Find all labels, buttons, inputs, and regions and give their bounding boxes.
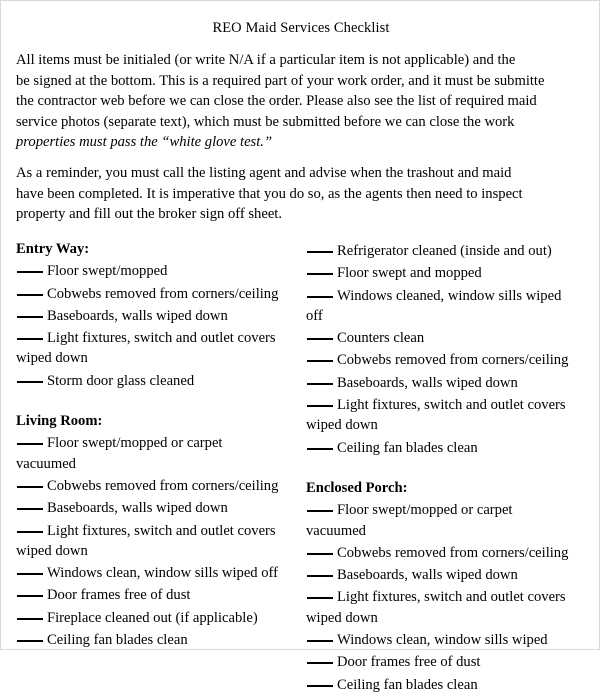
- initials-blank-line[interactable]: [307, 393, 333, 407]
- checklist-item[interactable]: [16, 561, 316, 583]
- initials-blank-line[interactable]: [307, 563, 333, 577]
- initials-blank-line[interactable]: [17, 326, 43, 340]
- initials-blank-line[interactable]: [17, 606, 43, 620]
- checklist-item-label: Floor swept and mopped: [337, 265, 482, 282]
- initials-blank-line[interactable]: [307, 239, 333, 253]
- intro-paragraph-1-line: be signed at the bottom. This is a required part of your work order, and it must be submitte: [16, 72, 545, 89]
- checklist-item-label: Baseboards, walls wiped down: [337, 374, 518, 391]
- checklist-item[interactable]: [16, 326, 316, 348]
- checklist-item-label: Door frames free of dust: [337, 654, 481, 671]
- checklist-item[interactable]: [16, 259, 316, 281]
- checklist-item[interactable]: [306, 239, 606, 261]
- checklist-item-label: Windows clean, window sills wiped: [337, 632, 548, 649]
- initials-blank-line[interactable]: [307, 650, 333, 664]
- checklist-item[interactable]: [16, 431, 316, 453]
- checklist-item[interactable]: [16, 304, 316, 326]
- initials-blank-line[interactable]: [17, 431, 43, 445]
- checklist-item[interactable]: [16, 583, 316, 605]
- checklist-item-label: Windows cleaned, window sills wiped: [337, 287, 562, 304]
- initials-blank-line[interactable]: [17, 583, 43, 597]
- checklist-item-label: Refrigerator cleaned (inside and out): [337, 243, 552, 259]
- checklist-item[interactable]: [306, 498, 606, 520]
- initials-blank-line[interactable]: [17, 282, 43, 296]
- checklist-item-continuation: wiped down: [16, 350, 88, 367]
- checklist-item-continuation: wiped down: [306, 609, 378, 626]
- checklist-section-living-room: [16, 411, 316, 650]
- initials-blank-line[interactable]: [17, 474, 43, 488]
- checklist-item-label: Ceiling fan blades clean: [337, 676, 478, 693]
- checklist-item[interactable]: [16, 628, 316, 650]
- initials-blank-line[interactable]: [17, 519, 43, 533]
- initials-blank-line[interactable]: [307, 284, 333, 298]
- initials-blank-line[interactable]: [17, 496, 43, 510]
- section-heading: Enclosed Porch:: [306, 479, 408, 496]
- checklist-item-continuation: wiped down: [16, 542, 88, 559]
- section-heading: Living Room:: [16, 413, 103, 430]
- checklist-item-label: Light fixtures, switch and outlet covers: [47, 330, 276, 347]
- checklist-item-label: Floor swept/mopped or carpet: [337, 502, 513, 519]
- checklist-item-label: Baseboards, walls wiped down: [337, 567, 518, 584]
- intro-paragraph-1-line: service photos (separate text), which must be submitted before we can close the work: [16, 113, 515, 130]
- initials-blank-line[interactable]: [307, 348, 333, 362]
- intro-paragraph-1-line: All items must be initialed (or write N/A if a particular item is not applicable) and the: [16, 52, 516, 68]
- initials-blank-line[interactable]: [17, 369, 43, 383]
- checklist-item-label: Floor swept/mopped or carpet: [47, 435, 223, 452]
- checklist-item-label: Ceiling fan blades clean: [47, 632, 188, 649]
- checklist-item[interactable]: [306, 541, 606, 563]
- checklist-item-continuation: off: [306, 307, 323, 324]
- checklist-item[interactable]: [306, 650, 606, 672]
- page-title: REO Maid Services Checklist: [212, 20, 390, 36]
- initials-blank-line[interactable]: [307, 371, 333, 385]
- checklist-item-label: Ceiling fan blades clean: [337, 439, 478, 456]
- initials-blank-line[interactable]: [17, 628, 43, 642]
- checklist-item-label: Cobwebs removed from corners/ceiling: [47, 285, 279, 302]
- checklist-item[interactable]: [16, 496, 316, 518]
- initials-blank-line[interactable]: [17, 259, 43, 273]
- checklist-column-right: [306, 239, 606, 695]
- checklist-item-label: Fireplace cleaned out (if applicable): [47, 609, 258, 626]
- initials-blank-line[interactable]: [307, 628, 333, 642]
- checklist-item[interactable]: [306, 261, 606, 283]
- intro-paragraph-2-line: property and fill out the broker sign off sheet.: [16, 206, 283, 223]
- checklist-item-label: Cobwebs removed from corners/ceiling: [337, 544, 569, 561]
- checklist-item[interactable]: [306, 348, 606, 370]
- intro-paragraph-2-line: As a reminder, you must call the listing agent and advise when the trashout and maid: [16, 165, 512, 181]
- checklist-item-label: Baseboards, walls wiped down: [47, 500, 228, 517]
- initials-blank-line[interactable]: [307, 436, 333, 450]
- checklist-item[interactable]: [16, 606, 316, 628]
- initials-blank-line[interactable]: [307, 585, 333, 599]
- checklist-item-continuation: vacuumed: [306, 522, 366, 539]
- checklist: [16, 259, 316, 391]
- initials-blank-line[interactable]: [17, 561, 43, 575]
- initials-blank-line[interactable]: [17, 304, 43, 318]
- checklist-item-label: Baseboards, walls wiped down: [47, 307, 228, 324]
- checklist-item-continuation: vacuumed: [16, 455, 76, 472]
- checklist-item-label: Windows clean, window sills wiped off: [47, 565, 278, 582]
- checklist-item-continuation: wiped down: [306, 417, 378, 434]
- checklist-item[interactable]: [306, 371, 606, 393]
- intro-paragraph-1-line: the contractor web before we can close the order. Please also see the list of required maid: [16, 93, 537, 110]
- checklist: [306, 498, 606, 695]
- checklist-item[interactable]: [306, 585, 606, 607]
- initials-blank-line[interactable]: [307, 261, 333, 275]
- checklist-item-label: Cobwebs removed from corners/ceiling: [337, 352, 569, 369]
- checklist-item[interactable]: [306, 284, 606, 306]
- initials-blank-line[interactable]: [307, 326, 333, 340]
- checklist-section-items: [306, 239, 606, 458]
- initials-blank-line[interactable]: [307, 673, 333, 687]
- checklist-item[interactable]: [306, 393, 606, 415]
- initials-blank-line[interactable]: [307, 541, 333, 555]
- checklist-item[interactable]: [16, 474, 316, 496]
- checklist-item[interactable]: [16, 282, 316, 304]
- checklist-item-label: Light fixtures, switch and outlet covers: [47, 522, 276, 539]
- checklist: [306, 239, 606, 458]
- checklist-item-label: Door frames free of dust: [47, 587, 191, 604]
- intro-paragraph-2: [16, 163, 616, 225]
- checklist-item[interactable]: [16, 519, 316, 541]
- intro-paragraph-2-line: have been completed. It is imperative that you do so, as the agents then need to inspect: [16, 185, 523, 202]
- checklist-item-label: Cobwebs removed from corners/ceiling: [47, 477, 279, 494]
- checklist: [16, 431, 316, 650]
- intro-paragraph-1-italic-line: properties must pass the “white glove test.”: [16, 134, 273, 151]
- checklist-item-label: Light fixtures, switch and outlet covers: [337, 397, 566, 414]
- checklist-item[interactable]: [306, 326, 606, 348]
- checklist-section-entry-way: [16, 239, 316, 391]
- checklist-section-enclosed-porch: [306, 478, 606, 695]
- intro-paragraph-1: [16, 50, 616, 153]
- checklist-item-label: Storm door glass cleaned: [47, 372, 195, 389]
- checklist-item-label: Counters clean: [337, 330, 425, 347]
- initials-blank-line[interactable]: [307, 498, 333, 512]
- checklist-item[interactable]: [16, 369, 316, 391]
- checklist-item[interactable]: [306, 673, 606, 695]
- checklist-item[interactable]: [306, 563, 606, 585]
- checklist-item-label: Light fixtures, switch and outlet covers: [337, 589, 566, 606]
- checklist-item[interactable]: [306, 628, 606, 650]
- checklist-item-label: Floor swept/mopped: [47, 263, 168, 280]
- checklist-item[interactable]: [306, 436, 606, 458]
- section-heading: Entry Way:: [16, 241, 90, 257]
- checklist-column-left: [16, 239, 316, 650]
